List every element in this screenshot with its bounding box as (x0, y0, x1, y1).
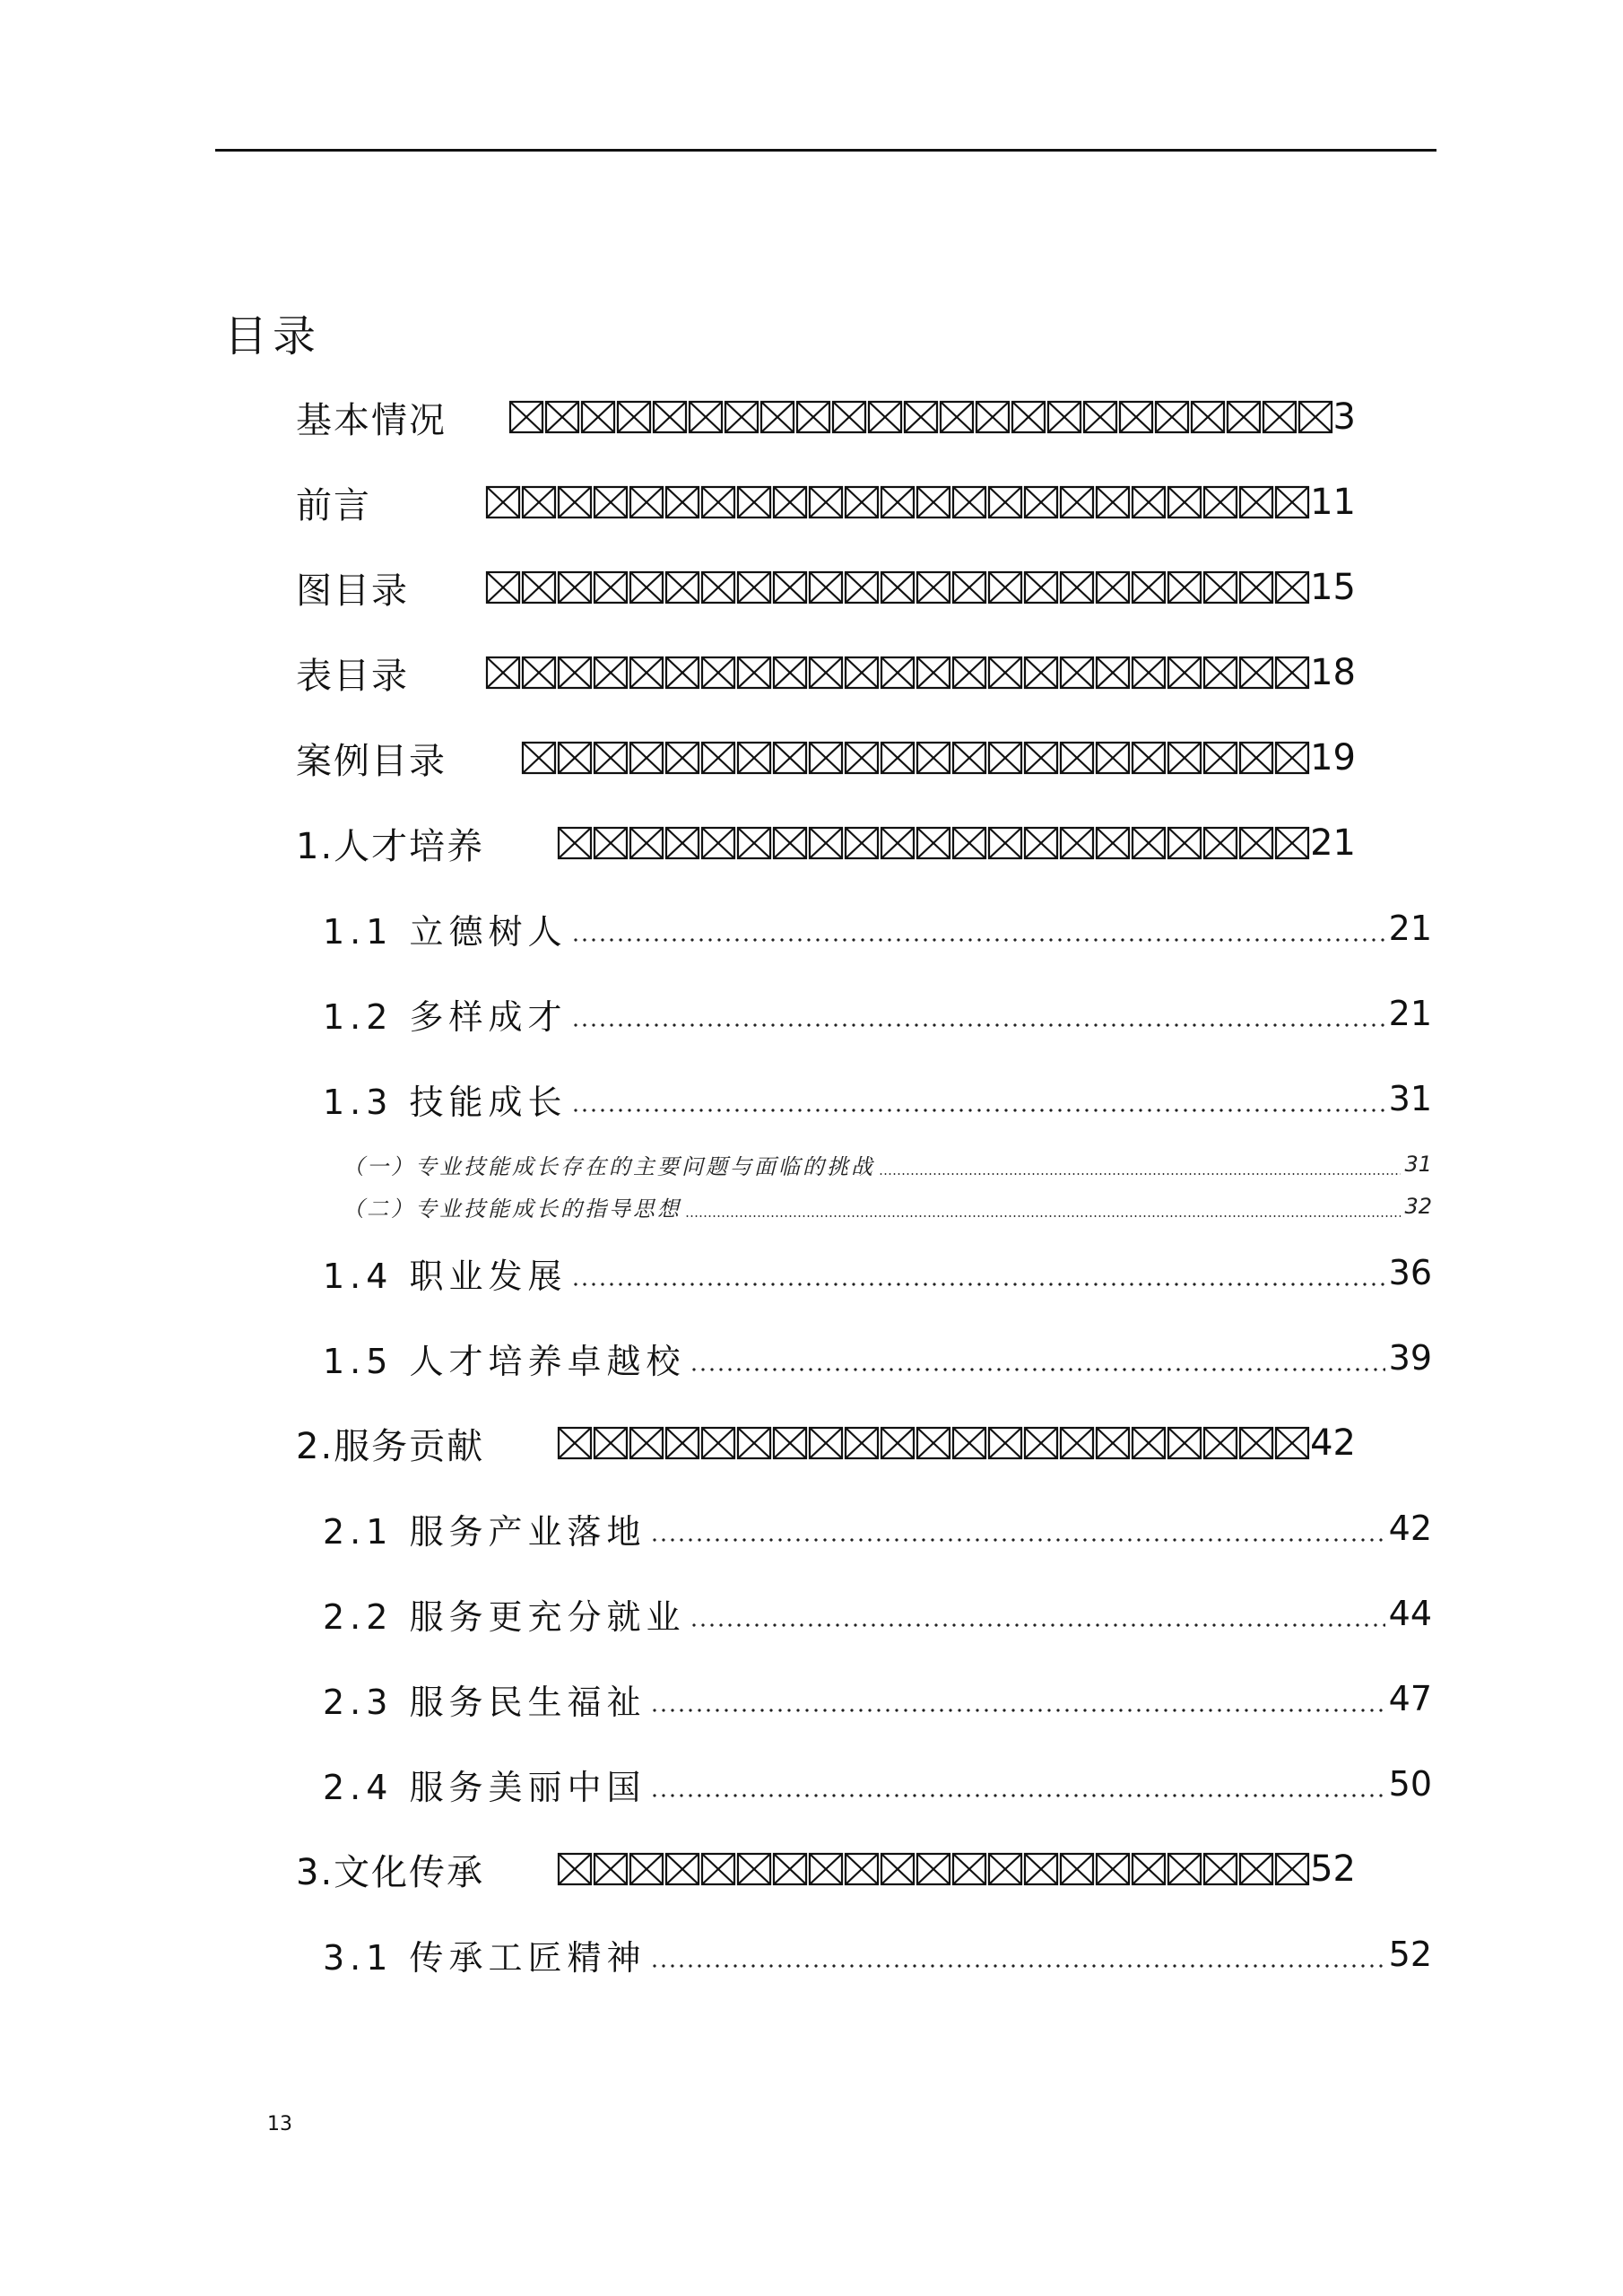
missing-glyph-icon (1226, 399, 1262, 435)
missing-glyph-icon (916, 484, 951, 520)
missing-glyph-icon (844, 825, 880, 861)
missing-glyph-icon (521, 655, 557, 691)
missing-glyph-icon (880, 740, 916, 776)
missing-glyph-icon (629, 825, 664, 861)
missing-glyph-icon (1023, 1851, 1059, 1887)
toc-entry-page: 21 (1388, 994, 1432, 1033)
toc-entry-label: 1.人才培养 (296, 825, 485, 867)
missing-glyph-icon (544, 399, 580, 435)
missing-glyph-icon (1059, 1425, 1095, 1461)
missing-glyph-icon (485, 655, 521, 691)
toc-entry[interactable] (343, 1146, 1432, 1182)
toc-entry-label: 3.1 传承工匠精神 (323, 1937, 647, 1978)
missing-glyph-icon (844, 1425, 880, 1461)
toc-entry-page: 15 (1310, 567, 1356, 608)
missing-glyph-icon (485, 484, 521, 520)
toc-entry[interactable] (296, 1838, 1356, 1900)
missing-glyph-icon (1131, 740, 1167, 776)
dot-leader (650, 1923, 1385, 1986)
missing-glyph-icon (1011, 399, 1046, 435)
missing-glyph-icon (593, 740, 629, 776)
toc-entry-label: 1.3 技能成长 (323, 1082, 568, 1122)
missing-glyph-icon (629, 655, 664, 691)
toc-entry[interactable] (296, 726, 1356, 789)
missing-glyph-icon (664, 740, 700, 776)
missing-glyph-icon (557, 1425, 593, 1461)
missing-glyph-icon (688, 399, 724, 435)
missing-glyph-icon (557, 740, 593, 776)
missing-glyph-icon (1023, 1425, 1059, 1461)
missing-glyph-icon (951, 825, 987, 861)
missing-glyph-icon (521, 484, 557, 520)
missing-glyph-icon (1095, 655, 1131, 691)
missing-glyph-icon (772, 655, 808, 691)
toc-entry-label: （二）专业技能成长的指导思想 (343, 1196, 681, 1222)
missing-glyph-icon (1059, 570, 1095, 605)
dot-leader (690, 1582, 1385, 1645)
missing-glyph-icon (916, 1425, 951, 1461)
missing-glyph-icon (1059, 825, 1095, 861)
missing-glyph-icon (844, 570, 880, 605)
missing-glyph-icon (593, 655, 629, 691)
missing-glyph-icon (1238, 570, 1274, 605)
missing-glyph-icon (795, 399, 831, 435)
missing-glyph-icon (629, 740, 664, 776)
missing-glyph-icon (1202, 825, 1238, 861)
missing-glyph-icon (1274, 570, 1310, 605)
missing-glyph-icon (772, 570, 808, 605)
toc-entry[interactable] (296, 471, 1356, 534)
missing-glyph-icon (1059, 740, 1095, 776)
missing-glyph-icon (1023, 484, 1059, 520)
missing-glyph-icon (916, 825, 951, 861)
missing-glyph-icon (736, 740, 772, 776)
missing-glyph-icon (664, 655, 700, 691)
missing-glyph-icon (1095, 1425, 1131, 1461)
dot-leader (690, 1326, 1385, 1389)
toc-entry-page: 21 (1388, 909, 1432, 948)
missing-glyph-icon (664, 825, 700, 861)
toc-entry-label: 基本情况 (296, 399, 447, 441)
missing-glyph-icon (1274, 825, 1310, 861)
toc-title: 目录 (224, 311, 322, 361)
missing-glyph-icon (508, 399, 544, 435)
missing-glyph-icon (557, 570, 593, 605)
missing-glyph-icon (593, 1425, 629, 1461)
toc-entry-page: 3 (1332, 396, 1356, 438)
toc-entry[interactable] (323, 982, 1432, 1045)
missing-glyph-icon (772, 1425, 808, 1461)
toc-entry[interactable] (323, 897, 1432, 960)
toc-entry-label: 前言 (296, 484, 371, 526)
missing-glyph-icon (1238, 484, 1274, 520)
missing-glyph-icon (557, 825, 593, 861)
dot-leader (650, 1667, 1385, 1730)
missing-glyph-icon (1023, 825, 1059, 861)
toc-entry-label: 2.4 服务美丽中国 (323, 1767, 647, 1807)
dot-leader (685, 1188, 1401, 1224)
missing-glyph-icon (880, 655, 916, 691)
missing-glyph-icon (951, 740, 987, 776)
missing-glyph-icon (1131, 1425, 1167, 1461)
toc-entry-label: 图目录 (296, 570, 409, 612)
missing-glyph-icon (880, 484, 916, 520)
dot-leader (571, 982, 1385, 1045)
missing-glyph-icon (844, 740, 880, 776)
missing-glyph-icon (808, 1851, 844, 1887)
toc-entry-page: 31 (1388, 1079, 1432, 1118)
missing-glyph-icon (629, 1851, 664, 1887)
missing-glyph-leader (497, 825, 1310, 861)
missing-glyph-icon (880, 1851, 916, 1887)
missing-glyph-icon (880, 1425, 916, 1461)
missing-glyph-icon (629, 1425, 664, 1461)
missing-glyph-icon (951, 1851, 987, 1887)
toc-entry-page: 18 (1310, 652, 1356, 693)
toc-entry-page: 39 (1388, 1338, 1432, 1378)
missing-glyph-icon (916, 570, 951, 605)
missing-glyph-icon (1238, 1851, 1274, 1887)
toc-entry-page: 21 (1310, 822, 1356, 864)
missing-glyph-icon (951, 570, 987, 605)
missing-glyph-icon (987, 740, 1023, 776)
missing-glyph-icon (1095, 570, 1131, 605)
missing-glyph-icon (1046, 399, 1082, 435)
missing-glyph-icon (664, 484, 700, 520)
toc-entry-page: 47 (1388, 1679, 1432, 1718)
missing-glyph-icon (580, 399, 616, 435)
missing-glyph-icon (808, 570, 844, 605)
missing-glyph-icon (808, 484, 844, 520)
missing-glyph-icon (664, 570, 700, 605)
toc-entry-label: 2.1 服务产业落地 (323, 1511, 647, 1552)
missing-glyph-icon (1131, 825, 1167, 861)
missing-glyph-icon (808, 740, 844, 776)
toc-entry[interactable] (323, 1326, 1432, 1389)
missing-glyph-icon (772, 740, 808, 776)
missing-glyph-icon (772, 825, 808, 861)
toc-entry-label: （一）专业技能成长存在的主要问题与面临的挑战 (343, 1153, 875, 1179)
toc-entry-page: 42 (1310, 1422, 1356, 1464)
missing-glyph-icon (664, 1425, 700, 1461)
toc-entry-page: 19 (1310, 737, 1356, 778)
toc-entry[interactable] (323, 1241, 1432, 1304)
toc-entry-label: 2.3 服务民生福祉 (323, 1682, 647, 1722)
toc-entry-page: 32 (1404, 1194, 1432, 1219)
missing-glyph-icon (1131, 655, 1167, 691)
toc-entry[interactable] (323, 1667, 1432, 1730)
missing-glyph-icon (1167, 1851, 1202, 1887)
missing-glyph-icon (593, 484, 629, 520)
missing-glyph-icon (951, 655, 987, 691)
toc-entry[interactable] (323, 1582, 1432, 1645)
missing-glyph-icon (629, 570, 664, 605)
toc-entry-page: 52 (1310, 1848, 1356, 1890)
toc-entry-page: 50 (1388, 1764, 1432, 1804)
missing-glyph-icon (867, 399, 903, 435)
missing-glyph-icon (1202, 484, 1238, 520)
toc-entry-label: 3.文化传承 (296, 1851, 485, 1893)
missing-glyph-icon (1167, 825, 1202, 861)
dot-leader (571, 1067, 1385, 1130)
missing-glyph-leader (497, 1851, 1310, 1887)
footer-page-number: 13 (267, 2113, 292, 2135)
missing-glyph-icon (1131, 1851, 1167, 1887)
toc-entry-label: 案例目录 (296, 740, 447, 782)
missing-glyph-icon (844, 484, 880, 520)
missing-glyph-icon (593, 1851, 629, 1887)
missing-glyph-icon (700, 825, 736, 861)
missing-glyph-icon (951, 484, 987, 520)
missing-glyph-icon (700, 1425, 736, 1461)
missing-glyph-icon (557, 1851, 593, 1887)
toc-entry-page: 52 (1388, 1935, 1432, 1974)
toc-entry[interactable] (296, 386, 1356, 448)
missing-glyph-leader (421, 655, 1310, 691)
missing-glyph-icon (700, 1851, 736, 1887)
missing-glyph-icon (1167, 1425, 1202, 1461)
missing-glyph-icon (987, 1425, 1023, 1461)
missing-glyph-icon (951, 1425, 987, 1461)
dot-leader (879, 1146, 1401, 1182)
missing-glyph-icon (700, 655, 736, 691)
missing-glyph-icon (700, 570, 736, 605)
missing-glyph-icon (808, 1425, 844, 1461)
missing-glyph-leader (421, 570, 1310, 605)
missing-glyph-icon (880, 570, 916, 605)
missing-glyph-icon (808, 655, 844, 691)
missing-glyph-icon (1202, 570, 1238, 605)
missing-glyph-icon (1274, 484, 1310, 520)
missing-glyph-icon (1202, 1851, 1238, 1887)
missing-glyph-icon (844, 655, 880, 691)
missing-glyph-icon (629, 484, 664, 520)
missing-glyph-icon (736, 1425, 772, 1461)
missing-glyph-icon (1082, 399, 1118, 435)
missing-glyph-icon (616, 399, 652, 435)
missing-glyph-icon (1190, 399, 1226, 435)
missing-glyph-leader (459, 399, 1333, 435)
missing-glyph-icon (1202, 1425, 1238, 1461)
dot-leader (650, 1752, 1385, 1815)
missing-glyph-icon (521, 740, 557, 776)
missing-glyph-icon (736, 484, 772, 520)
missing-glyph-icon (736, 655, 772, 691)
missing-glyph-icon (844, 1851, 880, 1887)
missing-glyph-icon (1238, 1425, 1274, 1461)
missing-glyph-icon (1298, 399, 1333, 435)
missing-glyph-icon (736, 1851, 772, 1887)
toc-entry-label: 1.2 多样成才 (323, 996, 568, 1037)
missing-glyph-icon (593, 825, 629, 861)
missing-glyph-icon (1274, 655, 1310, 691)
dot-leader (571, 897, 1385, 960)
missing-glyph-icon (1274, 1425, 1310, 1461)
missing-glyph-icon (1154, 399, 1190, 435)
missing-glyph-icon (831, 399, 867, 435)
toc-entry-label: 1.4 职业发展 (323, 1256, 568, 1296)
missing-glyph-icon (1274, 740, 1310, 776)
missing-glyph-icon (772, 1851, 808, 1887)
toc-entry-page: 44 (1388, 1594, 1432, 1633)
missing-glyph-icon (1059, 655, 1095, 691)
missing-glyph-icon (987, 570, 1023, 605)
missing-glyph-icon (1262, 399, 1298, 435)
missing-glyph-icon (1095, 825, 1131, 861)
missing-glyph-icon (1238, 740, 1274, 776)
missing-glyph-icon (557, 484, 593, 520)
missing-glyph-icon (916, 655, 951, 691)
missing-glyph-icon (975, 399, 1011, 435)
missing-glyph-icon (1131, 570, 1167, 605)
toc-entry-label: 1.1 立德树人 (323, 911, 568, 952)
missing-glyph-icon (593, 570, 629, 605)
missing-glyph-icon (808, 825, 844, 861)
toc-entry-label: 1.5 人才培养卓越校 (323, 1341, 686, 1381)
toc-entry[interactable] (323, 1752, 1432, 1815)
toc-entry[interactable] (323, 1923, 1432, 1986)
toc-entry[interactable] (296, 641, 1356, 704)
missing-glyph-icon (1202, 655, 1238, 691)
missing-glyph-icon (1059, 1851, 1095, 1887)
missing-glyph-icon (939, 399, 975, 435)
toc-entry[interactable] (323, 1497, 1432, 1560)
missing-glyph-icon (916, 1851, 951, 1887)
missing-glyph-icon (880, 825, 916, 861)
missing-glyph-icon (652, 399, 688, 435)
header-rule (215, 149, 1436, 152)
missing-glyph-icon (772, 484, 808, 520)
toc-entry[interactable] (323, 1067, 1432, 1130)
missing-glyph-icon (1023, 570, 1059, 605)
missing-glyph-icon (987, 484, 1023, 520)
missing-glyph-icon (724, 399, 759, 435)
missing-glyph-icon (987, 655, 1023, 691)
missing-glyph-icon (485, 570, 521, 605)
toc-entry-page: 36 (1388, 1253, 1432, 1292)
missing-glyph-icon (1202, 740, 1238, 776)
missing-glyph-icon (1095, 484, 1131, 520)
missing-glyph-leader (497, 1425, 1310, 1461)
missing-glyph-icon (1118, 399, 1154, 435)
missing-glyph-icon (916, 740, 951, 776)
missing-glyph-icon (1238, 825, 1274, 861)
missing-glyph-icon (759, 399, 795, 435)
toc-entry[interactable] (296, 812, 1356, 874)
missing-glyph-icon (1131, 484, 1167, 520)
toc-entry-page: 42 (1388, 1509, 1432, 1548)
missing-glyph-icon (1167, 655, 1202, 691)
missing-glyph-icon (987, 825, 1023, 861)
missing-glyph-leader (384, 484, 1310, 520)
missing-glyph-icon (557, 655, 593, 691)
toc-entry[interactable] (296, 1412, 1356, 1474)
missing-glyph-icon (903, 399, 939, 435)
missing-glyph-icon (1095, 1851, 1131, 1887)
toc-entry-label: 表目录 (296, 655, 409, 697)
missing-glyph-icon (1274, 1851, 1310, 1887)
missing-glyph-icon (700, 484, 736, 520)
dot-leader (650, 1497, 1385, 1560)
missing-glyph-icon (521, 570, 557, 605)
missing-glyph-icon (1167, 484, 1202, 520)
toc-entry-label: 2.服务贡献 (296, 1425, 485, 1467)
missing-glyph-icon (987, 1851, 1023, 1887)
missing-glyph-icon (1238, 655, 1274, 691)
missing-glyph-icon (736, 570, 772, 605)
missing-glyph-icon (664, 1851, 700, 1887)
toc-entry-label: 2.2 服务更充分就业 (323, 1596, 686, 1637)
toc-entry[interactable] (296, 556, 1356, 619)
missing-glyph-icon (1023, 740, 1059, 776)
missing-glyph-icon (1059, 484, 1095, 520)
missing-glyph-leader (459, 740, 1310, 776)
missing-glyph-icon (1167, 740, 1202, 776)
toc-entry-page: 11 (1310, 482, 1356, 523)
missing-glyph-icon (736, 825, 772, 861)
missing-glyph-icon (700, 740, 736, 776)
missing-glyph-icon (1167, 570, 1202, 605)
missing-glyph-icon (1095, 740, 1131, 776)
dot-leader (571, 1241, 1385, 1304)
toc-entry[interactable] (343, 1188, 1432, 1224)
missing-glyph-icon (1023, 655, 1059, 691)
toc-entry-page: 31 (1404, 1152, 1432, 1177)
